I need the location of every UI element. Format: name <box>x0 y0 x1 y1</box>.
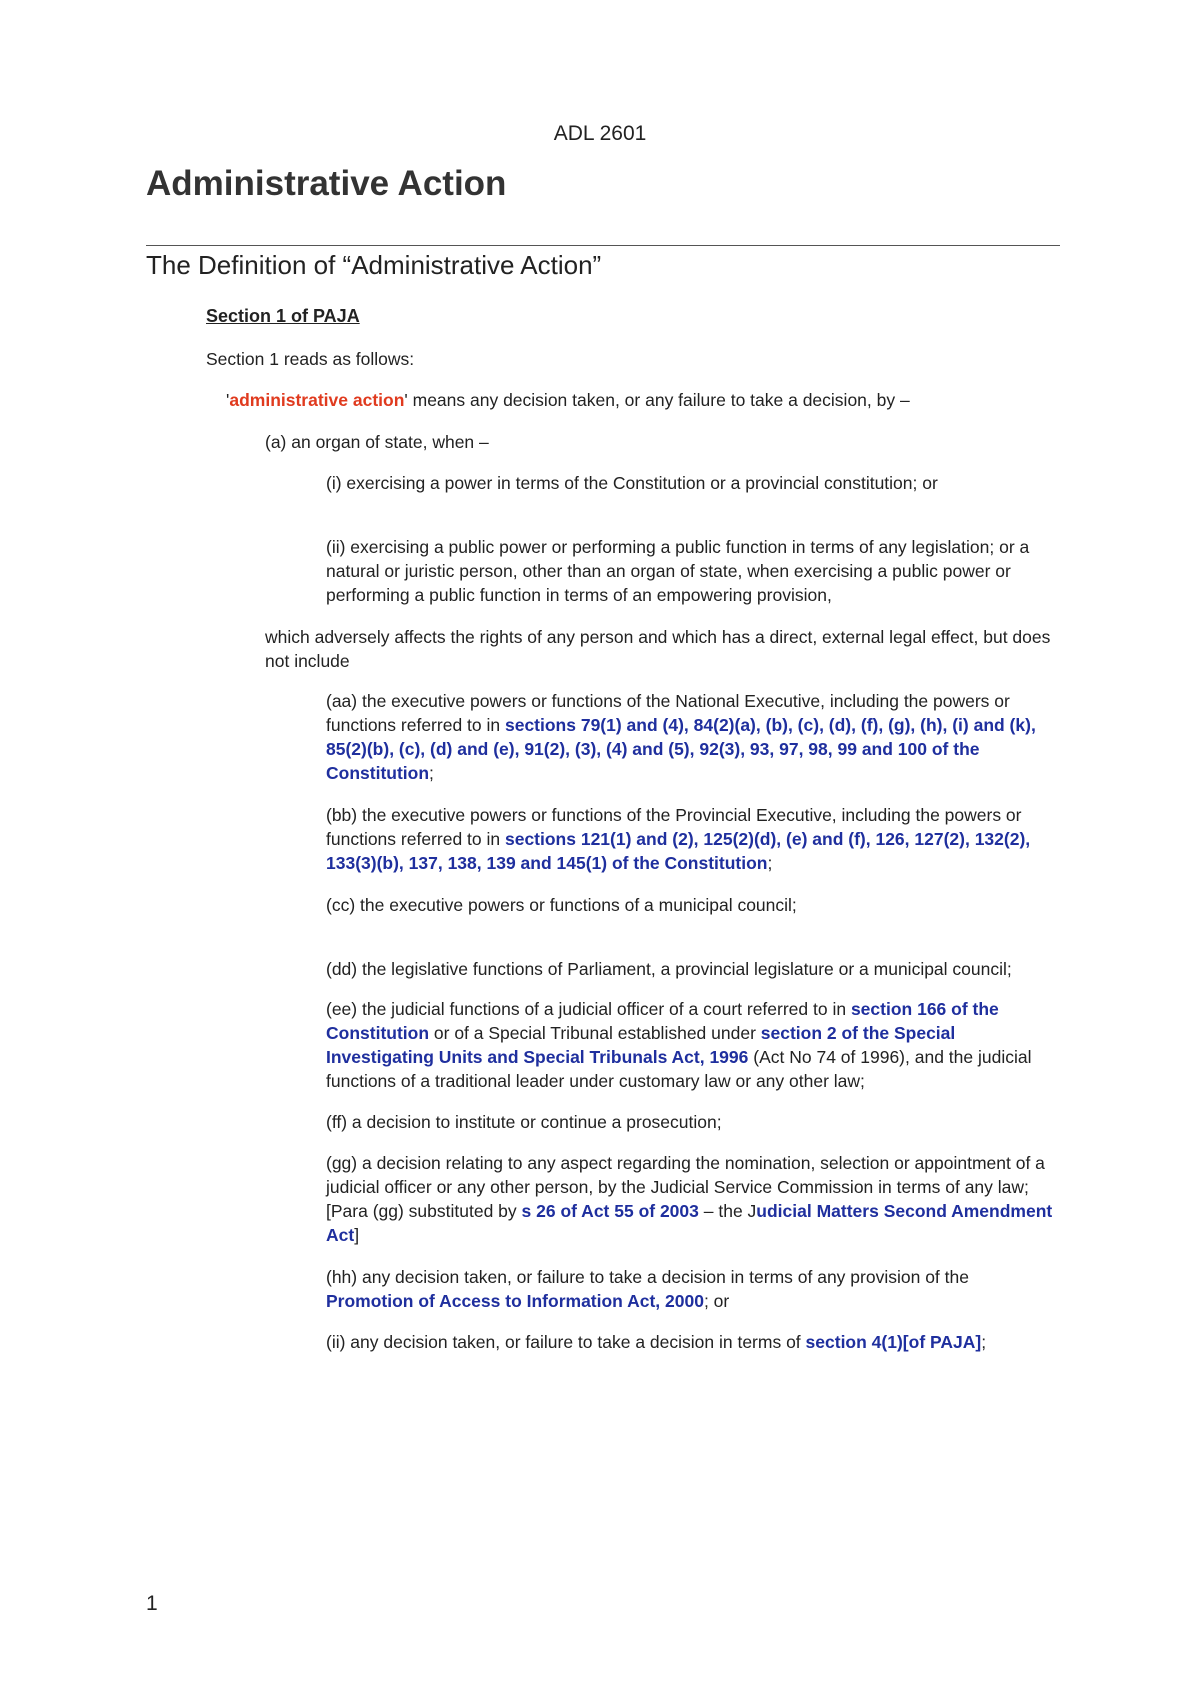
quote-open: ' <box>226 390 230 410</box>
exclusion-hh-end: ; or <box>703 1291 730 1311</box>
exclusion-cc: (cc) the executive powers or functions of a municipal council; <box>326 895 797 915</box>
exclusion-ii-text: (ii) any decision taken, or failure to take a decision in terms of <box>326 1332 806 1352</box>
clause-a-ii: (ii) exercising a public power or performing a public function in terms of any legislation; or a natural or juristic person, other than an organ of state, when exercising a public power or performing a public function in terms of an empowering provision, <box>326 537 1030 605</box>
definition-text: means any decision taken, or any failure to take a decision, by – <box>407 390 910 410</box>
exclusion-ii <box>326 1330 1061 1354</box>
exclusion-hh <box>326 1265 1061 1313</box>
quote-close: ' <box>404 390 408 410</box>
constitution-reference-link[interactable]: section 166 of the Constitution <box>326 999 999 1043</box>
exclusion-gg-end: ] <box>354 1225 360 1245</box>
exclusion-gg-text: (gg) a decision relating to any aspect regarding the nomination, selection or appointment of a judicial officer or any other person, by the Judicial Service Commission in terms of any law; [Para (gg) substituted by <box>326 1153 1045 1221</box>
adversely-affects-paragraph: which adversely affects the rights of any person and which has a direct, external legal effect, but does not include <box>265 627 1051 671</box>
definition-paragraph <box>226 388 910 412</box>
paja-section-4-link[interactable]: section 4(1)[of PAJA] <box>805 1332 982 1352</box>
exclusion-aa-text: (aa) the executive powers or functions of the National Executive, including the powers or functions referred to in <box>326 691 1010 735</box>
exclusion-aa <box>326 689 1061 785</box>
special-tribunals-act-link[interactable]: section 2 of the Special Investigating Units and Special Tribunals Act, 1996 <box>326 1023 956 1067</box>
paia-link[interactable]: Promotion of Access to Information Act, 2000 <box>326 1291 704 1311</box>
constitution-reference-link[interactable]: sections 79(1) and (4), 84(2)(a), (b), (c), (d), (f), (g), (h), (i) and (k), 85(2)(b), (c), (d) and (e), 91(2), (3), (4) and (5), 92(3), 93, 97, 98, 99 and 100 of the Constitution <box>326 715 1036 783</box>
exclusion-dd: (dd) the legislative functions of Parliament, a provincial legislature or a municipal council; <box>326 959 1012 979</box>
page-number: 1 <box>146 1592 158 1615</box>
clause-a-i: (i) exercising a power in terms of the Constitution or a provincial constitution; or <box>326 473 938 493</box>
exclusion-ee-text-end: (Act No 74 of 1996), and the judicial functions of a traditional leader under customary law or any other law; <box>326 1047 1032 1091</box>
exclusion-bb <box>326 803 1061 875</box>
defined-term: administrative action <box>229 390 405 410</box>
exclusion-ee-text: (ee) the judicial functions of a judicial officer of a court referred to in <box>326 999 851 1019</box>
exclusion-ee <box>326 997 1061 1093</box>
judicial-matters-act-link[interactable]: udicial Matters Second Amendment Act <box>326 1201 1053 1245</box>
exclusion-gg <box>326 1151 1061 1247</box>
exclusion-ff: (ff) a decision to institute or continue a prosecution; <box>326 1112 722 1132</box>
intro-paragraph: Section 1 reads as follows: <box>206 349 415 369</box>
exclusion-aa-end: ; <box>429 763 434 783</box>
subheading-section-1-paja: Section 1 of PAJA <box>206 306 360 326</box>
clause-a: (a) an organ of state, when – <box>265 432 489 452</box>
title-divider <box>146 245 1060 246</box>
constitution-reference-link[interactable]: sections 121(1) and (2), 125(2)(d), (e) and (f), 126, 127(2), 132(2), 133(3)(b), 137, 138, 139 and 145(1) of the Constitution <box>326 829 1031 873</box>
course-code-header: ADL 2601 <box>553 122 647 145</box>
exclusion-ii-end: ; <box>981 1332 987 1352</box>
exclusion-bb-end: ; <box>767 853 773 873</box>
exclusion-ee-text-mid: or of a Special Tribunal established under <box>429 1023 761 1043</box>
exclusion-hh-text: (hh) any decision taken, or failure to take a decision in terms of any provision of the <box>326 1267 969 1287</box>
exclusion-bb-text: (bb) the executive powers or functions of the Provincial Executive, including the powers or functions referred to in <box>326 805 1022 849</box>
act-55-of-2003-link[interactable]: s 26 of Act 55 of 2003 <box>521 1201 699 1221</box>
document-title: Administrative Action <box>146 164 507 203</box>
section-heading: The Definition of “Administrative Action” <box>146 250 602 280</box>
exclusion-gg-text-mid: – the J <box>698 1201 757 1221</box>
